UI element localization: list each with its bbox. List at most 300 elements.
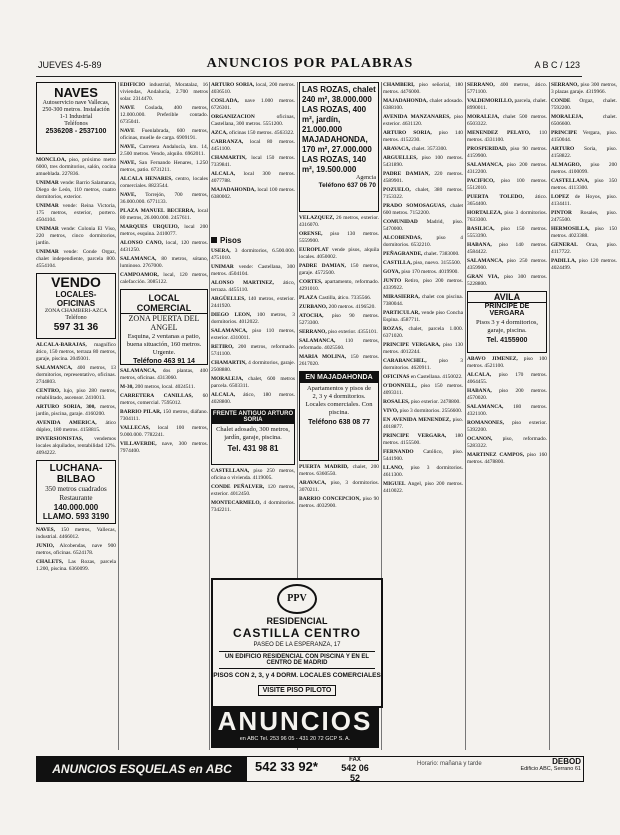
classified-keyword: VILLAVERDE,	[120, 441, 157, 447]
classified-keyword: PADRE DAMIAN,	[299, 263, 346, 269]
classified-text: chalet, parcela 1.000. 6371020.	[383, 326, 463, 339]
classified-keyword: CONDE	[551, 98, 571, 104]
vendo-phone: 597 31 36	[53, 322, 99, 333]
classified-ad	[383, 408, 463, 415]
classified-text: 400 metros, 13 dormitorios, representativo, oficinas. 2744803.	[36, 365, 116, 385]
classified-keyword: BARRIO PILAR,	[120, 409, 162, 415]
classified-text: vende piso Concha Espina. 4587711.	[383, 310, 463, 323]
classified-text: chalet, 600 metros parcela. 6503311.	[211, 376, 295, 389]
classified-keyword: LLANO,	[383, 465, 404, 471]
classified-ad	[211, 312, 295, 326]
classified-text: en Castellana. 4150022.	[409, 374, 463, 380]
classified-keyword: USERA,	[211, 248, 231, 254]
classified-ad	[467, 420, 547, 434]
classified-ad	[299, 338, 379, 352]
classified-ad	[383, 433, 463, 447]
column-divider	[549, 82, 550, 750]
classified-keyword: GENERAL	[551, 242, 578, 248]
classified-ad	[551, 98, 617, 112]
classified-text: chalet adosado. 6388100.	[383, 98, 463, 111]
arturo-soria-ad	[211, 409, 295, 465]
residencial-castilla-ad	[211, 578, 383, 708]
classified-keyword: CAMPOAMOR,	[120, 272, 159, 278]
classified-ad	[211, 392, 295, 406]
classified-keyword: MORALEJA,	[467, 114, 500, 120]
classified-keyword: O'DONNELL,	[383, 383, 417, 389]
classified-keyword: SALAMANCA,	[467, 258, 504, 264]
classified-keyword: PACIFICO,	[467, 178, 495, 184]
classified-ad	[211, 484, 295, 498]
classified-ad	[211, 376, 295, 390]
classified-text: local 100 metros, 9.000.000. 7782241.	[120, 425, 208, 438]
rozas-agency: Agencia	[356, 175, 376, 181]
classified-ad	[211, 82, 295, 96]
classified-keyword: NAVE,	[120, 160, 136, 166]
classified-keyword: ARAVACA,	[383, 146, 411, 152]
luchana-ad	[36, 460, 116, 524]
classified-ad	[383, 326, 463, 340]
classified-keyword: GRAN VIA,	[467, 274, 499, 280]
classified-text: vende: Colonia El Viso, 220 metros, cinco dormitorios, jardín.	[36, 226, 116, 246]
classified-ad	[120, 208, 208, 222]
classified-text: Angel, piso 200 metros. 4410022.	[383, 481, 463, 494]
classified-keyword: PRADO SOMOSAGUAS,	[383, 203, 446, 209]
classified-text: piso, reformado. 5283322.	[467, 436, 547, 449]
classified-keyword: SALAMANCA,	[299, 338, 336, 344]
classified-ad	[383, 260, 463, 267]
luchana-title: LUCHANA-BILBAO	[49, 463, 103, 485]
classified-ad	[551, 130, 617, 144]
classified-keyword: HABANA,	[467, 388, 492, 394]
classified-ad	[299, 329, 379, 336]
residencial-visit: VISITE PISO PILOTO	[258, 685, 337, 696]
classified-ad	[299, 464, 379, 478]
classified-text: apartamento, reformado. 4291010.	[299, 279, 379, 292]
classified-keyword: CORTES,	[299, 279, 323, 285]
classified-text: chalet. 6506600.	[551, 114, 617, 127]
classified-keyword: PARTICULAR,	[383, 310, 420, 316]
local-body: Esquina, 2 ventanas a patio, buena situación, 160 metros. Urgente.	[126, 333, 202, 356]
esquelas-label: ANUNCIOS ESQUELAS en ABC	[37, 757, 247, 781]
classified-keyword: PINTOR	[551, 210, 572, 216]
classified-keyword: CENTRO,	[36, 388, 61, 394]
classified-ad	[120, 160, 208, 174]
classified-text: 150 metros. 2617020.	[299, 354, 379, 367]
fax-block	[335, 757, 375, 783]
classified-text: 60 metros, comercial. 7595012.	[120, 393, 208, 406]
classified-keyword: ARTURO SORIA,	[383, 130, 432, 136]
classified-text: chalet 500 metros. 6503322.	[467, 114, 547, 127]
classified-text: 150 metros, diáfano. 7304111.	[120, 409, 208, 422]
classified-ad	[211, 155, 295, 169]
naves-phone-label: Teléfonos	[64, 121, 88, 127]
classified-ad	[383, 155, 463, 169]
issue-date: JUEVES 4-5-89	[38, 60, 102, 70]
classified-keyword: EUROPLAT	[299, 247, 329, 253]
classified-ad	[120, 256, 208, 270]
classified-keyword: PRINCIPE	[551, 130, 578, 136]
classified-keyword: PADILLA,	[551, 258, 577, 264]
classified-keyword: CONDE PEÑALVER,	[211, 484, 265, 490]
classified-text: Vergara, piso. 4150044.	[551, 130, 617, 143]
classified-keyword: SALAMANCA,	[120, 256, 157, 262]
classified-keyword: MARIA MOLINA,	[299, 354, 347, 360]
classified-ad	[383, 310, 463, 324]
classified-keyword: MONCLOA,	[36, 157, 67, 163]
classified-text: piso 100 metros. 4521100.	[467, 356, 547, 369]
classified-ad	[467, 226, 547, 240]
classified-ad	[120, 176, 208, 190]
classified-keyword: SALAMANCA,	[467, 404, 504, 410]
classified-ad	[211, 171, 295, 185]
classified-keyword: NAVE,	[120, 144, 136, 150]
luchana-phone: LLAMO. 593 3190	[42, 512, 110, 521]
classified-keyword: PUERTA MADRID,	[299, 464, 349, 470]
rozas-phone: Teléfono 637 06 70	[318, 182, 376, 189]
classified-text: Retiro, piso 200 metros. 4339922.	[383, 278, 463, 291]
classified-ad	[299, 231, 379, 245]
classified-text: ático dúplex, 180 metros. 4158815.	[36, 420, 116, 433]
classified-ad	[120, 240, 208, 254]
classified-keyword: VELAZQUEZ,	[299, 215, 335, 221]
avila-phone: Tel. 4155900	[486, 337, 528, 344]
classified-text: local 80 metros. 4451100.	[211, 139, 295, 152]
vendo-phone-label: Teléfono	[65, 315, 87, 321]
classified-text: piso 200 metros. 4570020.	[467, 388, 547, 401]
classified-text: parcela, chalet. 8990011.	[467, 98, 547, 111]
classified-text: 150 metros, Vallecas, industrial. 4466012.	[36, 527, 116, 540]
classified-keyword: PRINCIPE VERGARA,	[383, 342, 441, 348]
column-3-pisos	[211, 248, 295, 576]
classified-ad	[551, 162, 617, 176]
residencial-name: CASTILLA CENTRO	[233, 626, 361, 640]
classified-text: Carretera Andalucía, km. 14, 2.500 metros. Vendo, alquilo. 6962011.	[120, 144, 208, 157]
classified-ad	[383, 278, 463, 292]
classified-text: 26 metros, exterior. 4316070.	[299, 215, 379, 228]
luchana-name: Restaurante	[59, 494, 93, 502]
classified-ad	[36, 404, 116, 418]
classified-keyword: DIEGO LEON,	[211, 312, 252, 318]
classified-ad	[211, 114, 295, 128]
classified-text: San Fernando Henares, 1.250 metros, patio. 6731211.	[120, 160, 208, 173]
classified-keyword: CHAMBERI,	[383, 82, 415, 88]
classified-ad	[211, 264, 295, 278]
classified-keyword: CHAMARTIN,	[211, 155, 247, 161]
classified-text: de Hoyos, piso. 4134411.	[551, 194, 617, 207]
classified-keyword: ZURBANO,	[299, 304, 328, 310]
classified-keyword: JUNIO,	[36, 543, 55, 549]
classified-ad	[383, 82, 463, 96]
classified-keyword: HERMOSILLA,	[551, 226, 590, 232]
classified-ad	[383, 342, 463, 356]
classified-ad	[36, 203, 116, 224]
classified-text: piso 200 metros. 4312200.	[467, 162, 547, 175]
classified-text: piso 3 dormitorios. 2556600.	[398, 408, 463, 414]
classified-keyword: ALONSO MARTINEZ,	[211, 280, 274, 286]
luchana-body: 350 metros cuadrados	[45, 485, 107, 493]
classified-text: piso 170 metros. 4019900.	[400, 269, 459, 275]
section-title: ANUNCIOS POR PALABRAS	[206, 56, 414, 71]
classified-text: piso 110 metros, exterior. 4310011.	[211, 328, 295, 341]
classified-ad	[467, 242, 547, 256]
classified-keyword: ATOCHA,	[299, 313, 324, 319]
classified-ad	[299, 496, 379, 510]
classified-ad	[383, 203, 463, 217]
bottom-banner	[36, 756, 584, 782]
classified-keyword: FERNANDO	[383, 449, 414, 455]
classified-text: magnífico ático, 150 metros, terraza 80 metros, garaje, piscina. 2049301.	[36, 342, 116, 362]
classified-keyword: MORALEJA,	[211, 376, 244, 382]
classified-keyword: UNIMAR	[36, 249, 59, 255]
classified-text: 180 metros. 4321100.	[467, 404, 547, 417]
column-7	[551, 82, 617, 750]
column-2	[120, 82, 208, 750]
classified-ad	[211, 328, 295, 342]
vendo-title: VENDO	[51, 274, 101, 290]
classified-ad	[299, 354, 379, 368]
classified-keyword: VALDEMORILLO,	[467, 98, 514, 104]
classified-keyword: PRINCIPE VERGARA,	[383, 433, 447, 439]
classified-ad	[36, 420, 116, 434]
vendo-ad	[36, 273, 116, 339]
classified-text: vende: Castellana, 300 metros. 4504104.	[211, 264, 295, 277]
classified-text: piso. 4018877.	[383, 417, 463, 430]
classified-text: piso 250 metros. 4359900.	[467, 258, 547, 271]
classified-text: local, 120 metros. 4431250.	[120, 240, 208, 253]
classified-keyword: MENENDEZ PELAYO,	[467, 130, 531, 136]
anuncios-contact: en ABC Tel. 253 96 05 - 431 20 72 GCP S. A.	[239, 736, 351, 742]
residencial-label: RESIDENCIAL	[266, 616, 328, 626]
avila-sub: PRINCIPE DE VERGARA	[484, 303, 530, 317]
classified-text: local 150 metros. 7339841.	[211, 155, 295, 168]
classified-keyword: PROSPERIDAD,	[467, 146, 508, 152]
classified-ad	[551, 178, 617, 192]
classified-text: local 100 metros. 6380002.	[211, 187, 295, 200]
classified-keyword: CASTILLA,	[383, 260, 412, 266]
classified-text: piso 90 metros. 5273300.	[299, 313, 379, 326]
classified-ad	[299, 215, 379, 229]
classified-text: Orgaz, chalet. 7592200.	[551, 98, 617, 111]
classified-ad	[299, 313, 379, 327]
classified-keyword: ALCALA,	[467, 372, 492, 378]
classified-ad	[120, 82, 208, 103]
classified-keyword: ROSALES,	[383, 399, 410, 405]
classified-ad	[120, 144, 208, 158]
classified-text: lujo, piso 280 metros, rehabilitado, ascensor. 2410013.	[36, 388, 116, 401]
vendo-location: ZONA CHAMBERI-AZCA	[44, 308, 108, 314]
arturo-title: FRENTE ANTIGUO ARTURO SORIA	[212, 411, 294, 423]
classified-keyword: SALAMANCA,	[36, 365, 73, 371]
classified-text: piso 120 metros. 4024499.	[551, 258, 617, 271]
avila-body: Pisos 3 y 4 dormitorios, garaje, piscina.	[476, 319, 538, 334]
classified-keyword: ORENSE,	[299, 231, 323, 237]
classified-keyword: SALAMANCA,	[467, 162, 504, 168]
classified-text: Oraa, piso. 4117722.	[551, 242, 617, 255]
classified-text: Católico, piso. 5441900.	[383, 449, 463, 462]
classified-ad	[383, 114, 463, 128]
classified-ad	[36, 249, 116, 270]
anuncios-abc-ad	[211, 706, 379, 748]
classified-ad	[383, 130, 463, 144]
classified-ad	[299, 247, 379, 261]
classified-text: 180 metros. 4155500.	[383, 433, 463, 446]
classified-ad	[467, 356, 547, 370]
classified-ad	[36, 157, 116, 178]
classified-text: ático, terraza. 4455110.	[211, 280, 295, 293]
classified-keyword: ROMANONES,	[467, 420, 504, 426]
classified-text: vendemos locales alquilados, rentabilidad 12%. 4094222.	[36, 436, 116, 456]
fax-label: FAX	[349, 757, 361, 763]
classified-text: piso 3 dormitorios. 4620911.	[383, 358, 463, 371]
classified-ad	[383, 417, 463, 431]
classified-text: centro, locales comerciales. 8823544.	[120, 176, 208, 189]
local-title: LOCAL COMERCIAL	[121, 293, 207, 314]
classified-text: 400 metros, ático. 5771100.	[467, 82, 547, 95]
classified-keyword: ALCALA,	[211, 392, 236, 398]
page-number: A B C / 123	[534, 60, 580, 70]
classified-ad	[36, 527, 116, 541]
classified-keyword: ABAVO JIMENEZ,	[467, 356, 518, 362]
classified-text: piso 140 metros. 4152230.	[383, 130, 463, 143]
classified-text: ático, 180 metros. 4028800.	[211, 392, 295, 405]
classified-keyword: ALCALA HENARES,	[120, 176, 173, 182]
classified-ad	[120, 441, 208, 455]
classified-ad	[383, 294, 463, 308]
classified-keyword: ALONSO CANO,	[120, 240, 164, 246]
classified-text: piso 200 metros. 4100099.	[551, 162, 617, 175]
classified-keyword: VALLECAS,	[120, 425, 151, 431]
local-comercial-ad	[120, 289, 208, 365]
esquelas-phone: 542 33 92*	[255, 759, 318, 774]
classified-text: 120 metros, exterior. 4012450.	[211, 484, 295, 497]
classified-keyword: ALCALA,	[211, 171, 236, 177]
classified-ad	[383, 98, 463, 112]
classified-text: chalet 600 metros. 7152200.	[383, 203, 463, 216]
classified-keyword: RETIRO,	[211, 344, 234, 350]
classified-ad	[467, 146, 547, 160]
classified-text: vende pisos, alquila locales. 4050002.	[299, 247, 379, 260]
column-6	[467, 82, 547, 750]
classified-text: 220 metros. 4589901.	[383, 171, 463, 184]
classified-ad	[383, 358, 463, 372]
classified-text: Soria, piso. 4158822.	[551, 146, 617, 159]
classified-keyword: PUERTA TOLEDO,	[467, 194, 524, 200]
classified-text: Las Rozas, parcela 1.200, piscina. 6360099.	[36, 559, 116, 572]
classified-ad	[467, 274, 547, 288]
classified-text: piso señorial, 180 metros. 4476000.	[383, 82, 463, 95]
classified-ad	[467, 114, 547, 128]
classified-ad	[120, 368, 208, 382]
classified-ad	[120, 128, 208, 142]
classified-text: piso 160 metros. 4478800.	[467, 452, 547, 465]
classified-keyword: MIGUEL	[383, 481, 406, 487]
classified-keyword: MAJADAHONDA,	[383, 98, 428, 104]
classified-keyword: POZUELO,	[383, 187, 411, 193]
rozas-line-1: LAS ROZAS, chalet 240 m², 38.000.000	[302, 85, 376, 104]
classified-ad	[551, 210, 617, 224]
classified-text: piso 90 metros. 4032900.	[299, 496, 379, 509]
classified-text: piso 130 metros. 5559900.	[299, 231, 379, 244]
arturo-phone: Tel. 431 98 81	[227, 444, 279, 453]
classified-text: Coslada, 400 metros, 12.000.000. Preferible contado. 6735041.	[120, 105, 208, 125]
classified-text: Castilla, ático. 7335566.	[317, 295, 372, 301]
classified-ad	[120, 384, 208, 391]
classified-keyword: ORGANIZACION	[211, 114, 255, 120]
arturo-body: Chalet adosado, 300 metros, jardín, garaje, piscina.	[216, 426, 290, 441]
classified-keyword: VIVO,	[383, 408, 399, 414]
classified-keyword: ARTURO	[551, 146, 575, 152]
classified-ad	[467, 130, 547, 144]
classified-keyword: BASILICA,	[467, 226, 495, 232]
classified-keyword: GOYA,	[383, 269, 401, 275]
classified-keyword: UNIMAR	[36, 180, 59, 186]
classified-ad	[36, 226, 116, 247]
classified-ad	[551, 82, 617, 96]
classified-keyword: COMUNIDAD	[383, 219, 418, 225]
debod-sub: Edificio ABC, Serrano 61	[520, 766, 581, 772]
classified-text: piso 100 metros. 5431890.	[383, 155, 463, 168]
classified-ad	[383, 481, 463, 495]
avila-title: AVILA	[468, 292, 546, 303]
classified-text: oficinas 150 metros. 4563322.	[227, 130, 295, 136]
residencial-features: PISOS CON 2, 3, y 4 DORM. LOCALES COMERCIALES	[213, 672, 381, 679]
column-5	[383, 82, 463, 750]
classified-text: chalet con piscina. 7380044.	[383, 294, 463, 307]
classified-keyword: SERRANO,	[299, 329, 327, 335]
naves-phones: 2536208 - 2537100	[45, 128, 107, 135]
classified-ad	[467, 194, 547, 208]
classified-ad	[120, 224, 208, 238]
classified-text: chalet. 3573300.	[410, 146, 448, 152]
rozas-line-3: MAJADAHONDA, 170 m², 27.000.000	[302, 135, 372, 154]
classified-text: piso, 3 dormitorios. 3070211.	[299, 480, 379, 493]
classified-keyword: AZCA,	[211, 130, 228, 136]
classified-keyword: OFICINAS	[383, 374, 410, 380]
classified-keyword: OCANON,	[467, 436, 493, 442]
classified-keyword: M-30,	[120, 384, 134, 390]
classified-text: piso exterior. 4355101.	[326, 329, 378, 335]
classified-keyword: PEÑAGRANDE,	[383, 251, 423, 257]
bullet-square-icon	[211, 237, 217, 243]
classified-ad	[383, 449, 463, 463]
classified-text: Fuenlabrada, 600 metros, oficinas, muelle de carga. 6909191.	[120, 128, 208, 141]
classified-keyword: SERRANO,	[467, 82, 495, 88]
classified-text: vende: Conde Orgaz, chalet independiente, parcela 800. 4554104.	[36, 249, 116, 269]
classified-ad	[551, 114, 617, 128]
classified-text: local, 120 metros, calefacción. 3085122.	[120, 272, 208, 285]
classified-text: vende: Reina Victoria, 175 metros, exterior, portero. 4504104.	[36, 203, 116, 223]
vendo-sub: LOCALES-OFICINAS	[55, 290, 97, 308]
classified-text: piso 170 metros. 4064455.	[467, 372, 547, 385]
classified-ad	[467, 178, 547, 192]
classified-keyword: JUNTO	[383, 278, 402, 284]
classified-ad	[211, 130, 295, 137]
classified-keyword: CHALETS,	[36, 559, 64, 565]
classified-keyword: ALCOBENDAS,	[383, 235, 422, 241]
column-divider	[118, 82, 119, 750]
classified-keyword: SERRANO,	[551, 82, 579, 88]
majadahonda-phone: Teléfono 638 08 77	[308, 419, 370, 426]
classified-ad	[211, 468, 295, 482]
classified-keyword: ARAVACA,	[299, 480, 327, 486]
classified-ad	[467, 162, 547, 176]
classified-keyword: MARQUES URQUIJO,	[120, 224, 179, 230]
classified-ad	[467, 436, 547, 450]
classified-ad	[383, 374, 463, 381]
classified-keyword: NAVE,	[120, 192, 136, 198]
classified-text: dos plantas, 400 metros, oficinas. 4313060.	[120, 368, 208, 381]
classified-text: piso 3 dormitorios. 7633300.	[467, 210, 547, 223]
